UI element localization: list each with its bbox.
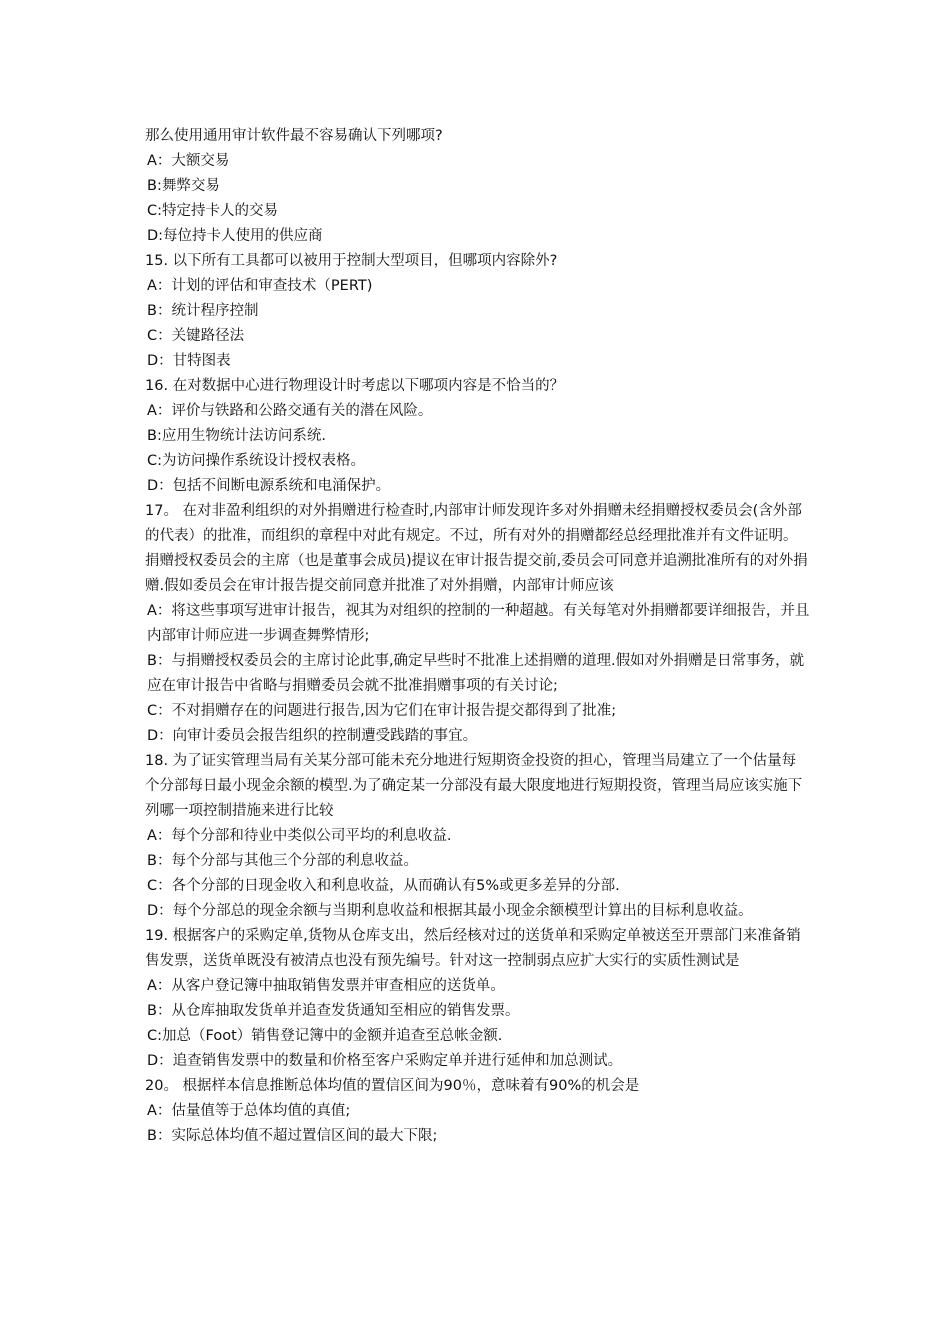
- question-14-option-a: A：大额交易: [147, 153, 230, 169]
- question-17-stem: 17。 在对非盈利组织的对外捐赠进行检查时,内部审计师发现许多对外捐赠未经捐赠授权委员会(含外部的代表）的批准，而组织的章程中对此有规定。不过，所有对外的捐赠都经总经理批准并有文件证明。捐赠授权委员会的主席（也是董事会成员)提议在审计报告提交前,委员会可同意并追溯批准所有的对外捐赠.假如委员会在审计报告提交前同意并批准了对外捐赠，内部审计师应该: [145, 503, 808, 594]
- question-19-stem: 19. 根据客户的采购定单,货物从仓库支出，然后经核对过的送货单和采购定单被送至开票部门来准备销售发票，送货单既没有被清点也没有预先编号。针对这一控制弱点应扩大实行的实质性测试是: [145, 928, 801, 969]
- question-17-option-a: A：将这些事项写进审计报告，视其为对组织的控制的一种超越。有关每笔对外捐赠都要详细报告，并且内部审计师应进一步调查舞弊情形;: [147, 603, 810, 644]
- question-14-option-b: B:舞弊交易: [147, 178, 220, 194]
- question-19-option-a: A：从客户登记簿中抽取销售发票并审查相应的送货单。: [147, 978, 505, 994]
- question-19-option-c: C:加总（Foot）销售登记簿中的金额并追查至总帐金额.: [147, 1028, 503, 1044]
- question-19-option-b: B：从仓库抽取发货单并追查发货通知至相应的销售发票。: [147, 1003, 520, 1019]
- question-15-option-d: D：甘特图表: [147, 353, 231, 369]
- question-16-stem: 16. 在对数据中心进行物理设计时考虑以下哪项内容是不恰当的？: [145, 378, 565, 394]
- question-17-option-b: B：与捐赠授权委员会的主席讨论此事,确定早些时不批准上述捐赠的道理.假如对外捐赠是日常事务，就应在审计报告中省略与捐赠委员会就不批准捐赠事项的有关讨论;: [147, 653, 805, 694]
- question-18-option-d: D：每个分部总的现金余额与当期利息收益和根据其最小现金余额模型计算出的目标利息收益。: [147, 903, 753, 919]
- question-20-option-b: B：实际总体均值不超过置信区间的最大下限;: [147, 1128, 438, 1144]
- question-18-option-c: C：各个分部的日现金收入和利息收益，从而确认有5%或更多差异的分部.: [147, 878, 620, 894]
- question-17-option-c: C：不对捐赠存在的问题进行报告,因为它们在审计报告提交都得到了批准;: [147, 703, 617, 719]
- question-16-option-a: A：评价与铁路和公路交通有关的潜在风险。: [147, 403, 433, 419]
- question-18-option-a: A：每个分部和待业中类似公司平均的利息收益.: [147, 828, 452, 844]
- question-20-option-a: A：估量值等于总体均值的真值;: [147, 1103, 351, 1119]
- question-14-stem: 那么使用通用审计软件最不容易确认下列哪项?: [145, 128, 443, 144]
- question-18-option-b: B：每个分部与其他三个分部的利息收益。: [147, 853, 418, 869]
- question-15-option-b: B：统计程序控制: [147, 303, 259, 319]
- question-14-option-d: D:每位持卡人使用的供应商: [147, 228, 323, 244]
- question-15-stem: 15. 以下所有工具都可以被用于控制大型项目，但哪项内容除外?: [145, 253, 558, 269]
- question-15-option-a: A：计划的评估和审查技术（PERT): [147, 278, 373, 294]
- question-16-option-d: D：包括不间断电源系统和电涌保护。: [147, 478, 391, 494]
- document-page: [145, 124, 810, 1149]
- question-16-option-b: B:应用生物统计法访问系统.: [147, 428, 326, 444]
- question-17-option-d: D：向审计委员会报告组织的控制遭受践踏的事宜。: [147, 728, 478, 744]
- question-15-option-c: C：关键路径法: [147, 328, 245, 344]
- question-19-option-d: D：追查销售发票中的数量和价格至客户采购定单并进行延伸和加总测试。: [147, 1053, 623, 1069]
- question-20-stem: 20。 根据样本信息推断总体均值的置信区间为90％，意味着有90%的机会是: [145, 1078, 640, 1094]
- question-18-stem: 18. 为了证实管理当局有关某分部可能未充分地进行短期资金投资的担心，管理当局建立了一个估量每个分部每日最小现金余额的模型.为了确定某一分部没有最大限度地进行短期投资，管理当局应该实施下列哪一项控制措施来进行比较: [145, 753, 803, 819]
- question-14-option-c: C:特定持卡人的交易: [147, 203, 279, 219]
- question-16-option-c: C:为访问操作系统设计授权表格。: [147, 453, 366, 469]
